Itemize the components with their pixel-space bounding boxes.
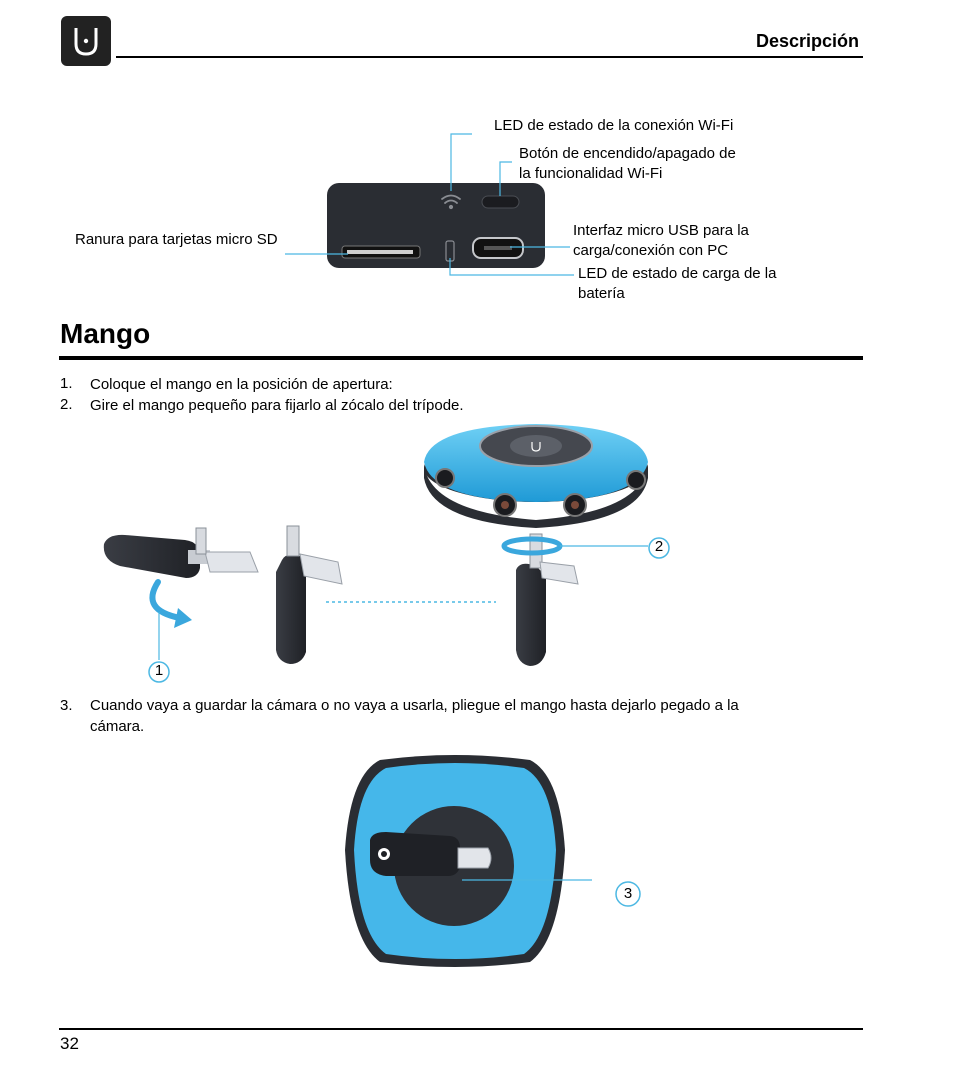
label-battery-2: batería bbox=[578, 285, 625, 302]
camera-top bbox=[424, 424, 648, 528]
page-number: 32 bbox=[60, 1034, 79, 1053]
step-2-text: Gire el mango pequeño para fijarlo al zócalo del trípode. bbox=[90, 397, 464, 414]
callout-3-label: 3 bbox=[623, 885, 633, 902]
step-3-text-2: cámara. bbox=[90, 718, 145, 735]
camera-folded-illustration bbox=[0, 740, 954, 980]
step-1-number: 1. bbox=[60, 375, 73, 392]
callout-2-label: 2 bbox=[654, 538, 664, 555]
step-1-text: Coloque el mango en la posición de apertura: bbox=[90, 376, 393, 393]
step-3-text-1: Cuando vaya a guardar la cámara o no vaya a usarla, pliegue el mango hasta dejarlo pegado a la bbox=[90, 697, 739, 714]
label-wifi-button-2: la funcionalidad Wi-Fi bbox=[519, 165, 663, 182]
label-wifi-led: LED de estado de la conexión Wi-Fi bbox=[494, 117, 734, 134]
handle-open bbox=[104, 528, 258, 578]
section-title: Mango bbox=[60, 318, 151, 349]
step-2-number: 2. bbox=[60, 396, 73, 413]
header-section-title: Descripción bbox=[755, 31, 859, 51]
step-3-number: 3. bbox=[60, 697, 73, 714]
label-usb-1: Interfaz micro USB para la bbox=[573, 222, 749, 239]
label-sd-slot: Ranura para tarjetas micro SD bbox=[75, 231, 278, 248]
footer-rule bbox=[59, 1028, 863, 1030]
label-battery-1: LED de estado de carga de la bbox=[578, 265, 777, 282]
label-usb-2: carga/conexión con PC bbox=[573, 242, 729, 259]
rotate-arrow-icon bbox=[152, 582, 180, 618]
handle-rotating bbox=[504, 534, 578, 666]
handle-standing bbox=[276, 526, 342, 664]
callout-1-label: 1 bbox=[154, 662, 164, 679]
label-wifi-button-1: Botón de encendido/apagado de bbox=[519, 145, 736, 162]
